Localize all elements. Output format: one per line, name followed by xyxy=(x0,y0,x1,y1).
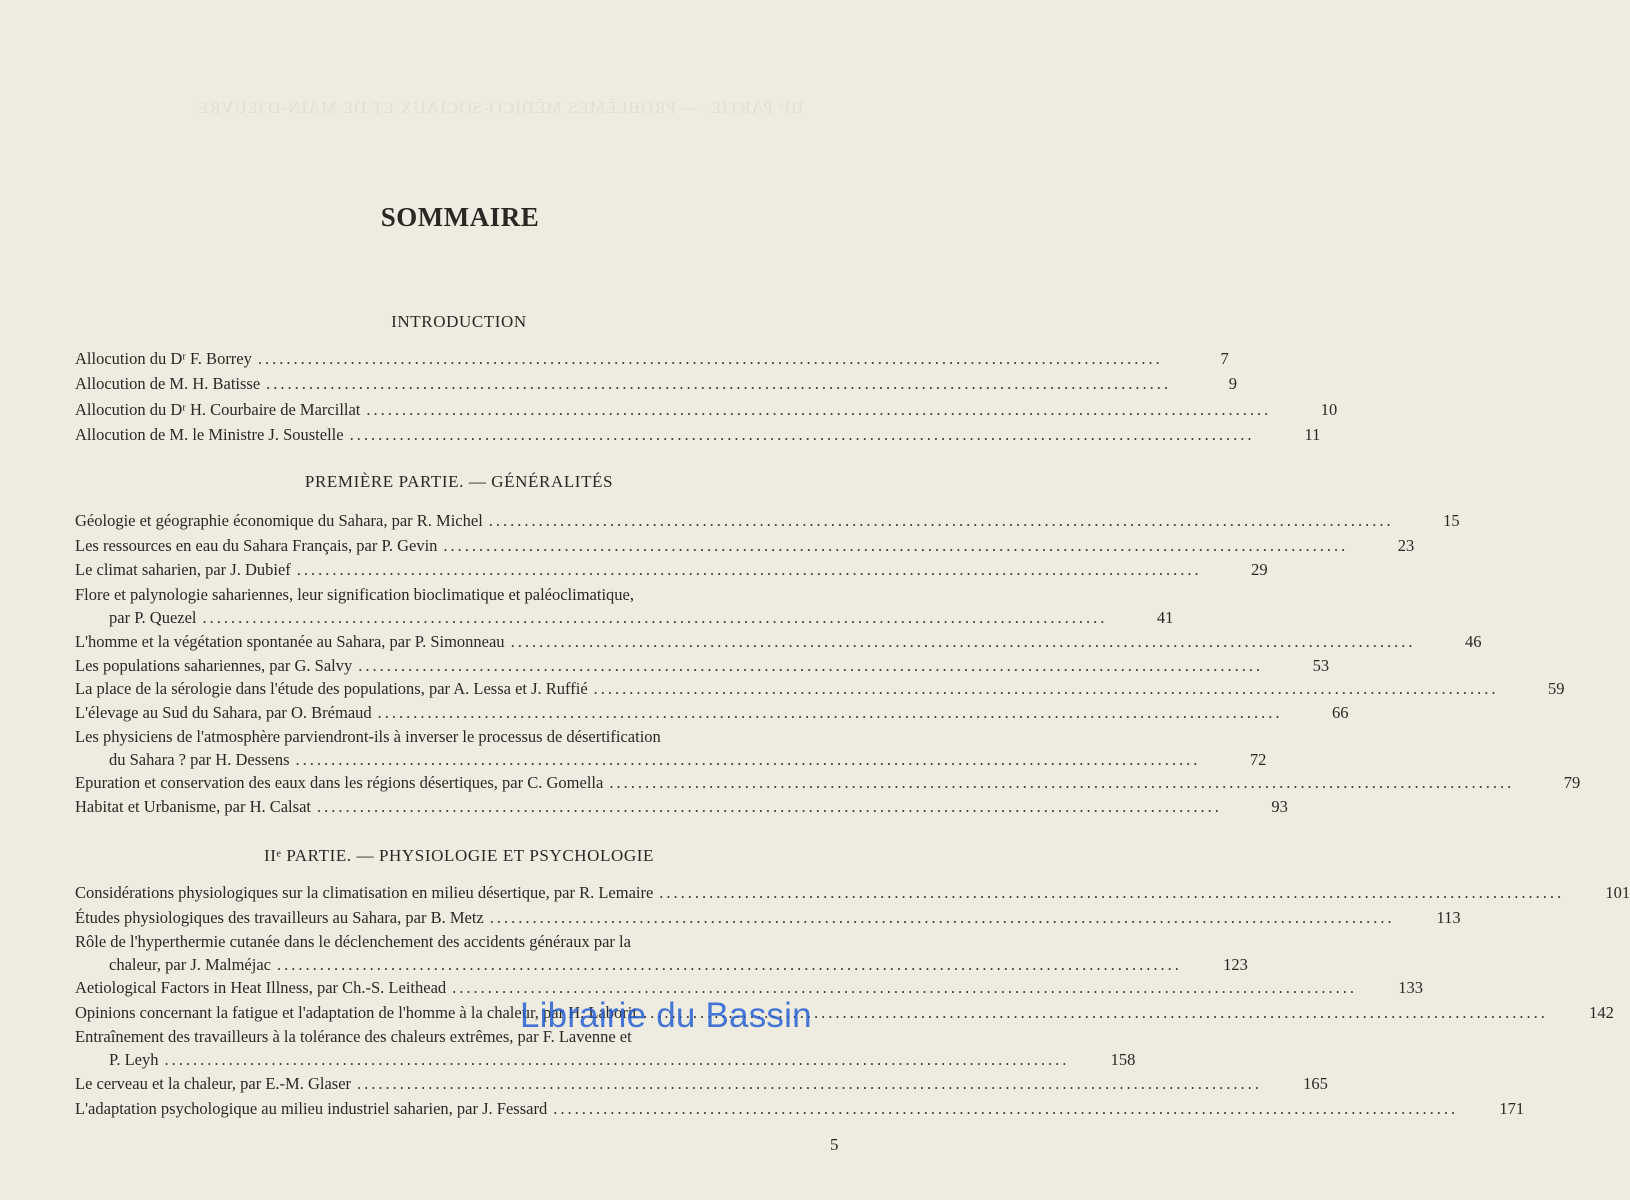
toc-entry: Les populations sahariennes, par G. Salvy ............................................................................................................................... 53 xyxy=(75,656,1330,675)
toc-entry: Rôle de l'hyperthermie cutanée dans le déclenchement des accidents généraux par la chaleur, par J. Malméjac ............................................................................................................................... 123 xyxy=(75,932,1248,974)
toc-entry: La place de la sérologie dans l'étude des populations, par A. Lessa et J. Ruffié ............................................................................................................................... 59 xyxy=(75,679,1565,698)
section-heading-generalites: PREMIÈRE PARTIE. — GÉNÉRALITÉS xyxy=(304,472,614,491)
toc-entry: Considérations physiologiques sur la climatisation en milieu désertique, par R. Lemaire ............................................................................................................................... 101 xyxy=(75,883,1630,902)
toc-entry: Entraînement des travailleurs à la tolérance des chaleurs extrêmes, par F. Lavenne et P. Leyh ............................................................................................................................... 158 xyxy=(75,1027,1136,1069)
section-heading-introduction: INTRODUCTION xyxy=(391,312,527,331)
toc-entry: Allocution du Dʳ F. Borrey ............................................................................................................................... 7 xyxy=(75,349,1229,368)
toc-entry: Les physiciens de l'atmosphère parviendront-ils à inverser le processus de désertification du Sahara ? par H. Dessens ............................................................................................................................... 72 xyxy=(75,727,1267,769)
toc-entry: Le climat saharien, par J. Dubief ............................................................................................................................... 29 xyxy=(75,560,1268,579)
toc-entry: Géologie et géographie économique du Sahara, par R. Michel ............................................................................................................................... 15 xyxy=(75,511,1460,530)
toc-entry: Aetiological Factors in Heat Illness, par Ch.-S. Leithead ............................................................................................................................... 133 xyxy=(75,978,1424,997)
toc-entry: Études physiologiques des travailleurs au Sahara, par B. Metz ............................................................................................................................... 113 xyxy=(75,908,1461,927)
toc-entry: Habitat et Urbanisme, par H. Calsat ............................................................................................................................... 93 xyxy=(75,797,1288,816)
toc-entry: Le cerveau et la chaleur, par E.-M. Glaser ............................................................................................................................... 165 xyxy=(75,1074,1328,1093)
toc-entry: Flore et palynologie sahariennes, leur signification bioclimatique et paléoclimatique, par P. Quezel ............................................................................................................................... 41 xyxy=(75,585,1174,627)
toc-entry: Opinions concernant la fatigue et l'adaptation de l'homme à la chaleur, par H. Laborit ............................................................................................................................... 142 xyxy=(75,1003,1614,1022)
toc-entry: L'élevage au Sud du Sahara, par O. Brémaud ............................................................................................................................... 66 xyxy=(75,703,1349,722)
page-number: 5 xyxy=(830,1135,839,1154)
toc-entry: Epuration et conservation des eaux dans les régions désertiques, par C. Gomella ............................................................................................................................... 79 xyxy=(75,773,1581,792)
toc-entry: Les ressources en eau du Sahara Français, par P. Gevin ............................................................................................................................... 23 xyxy=(75,536,1415,555)
show-through-text: IIIᵉ PARTIE. — PROBLÈMES MÉDICO-SOCIAUX ET DE MAIN-D'ŒUVRE xyxy=(196,98,804,117)
toc-entry: L'adaptation psychologique au milieu industriel saharien, par J. Fessard ............................................................................................................................... 171 xyxy=(75,1099,1525,1118)
page-title: SOMMAIRE xyxy=(380,202,540,232)
toc-entry: L'homme et la végétation spontanée au Sahara, par P. Simonneau ............................................................................................................................... 46 xyxy=(75,632,1482,651)
toc-entry: Allocution du Dʳ H. Courbaire de Marcillat ............................................................................................................................... 10 xyxy=(75,400,1338,419)
toc-entry: Allocution de M. le Ministre J. Soustelle ............................................................................................................................... 11 xyxy=(75,425,1321,444)
toc-entry: Allocution de M. H. Batisse ............................................................................................................................... 9 xyxy=(75,374,1238,393)
watermark: Librairie du Bassin xyxy=(520,996,812,1035)
section-heading-physiologie: IIᵉ PARTIE. — PHYSIOLOGIE ET PSYCHOLOGIE xyxy=(263,846,654,865)
